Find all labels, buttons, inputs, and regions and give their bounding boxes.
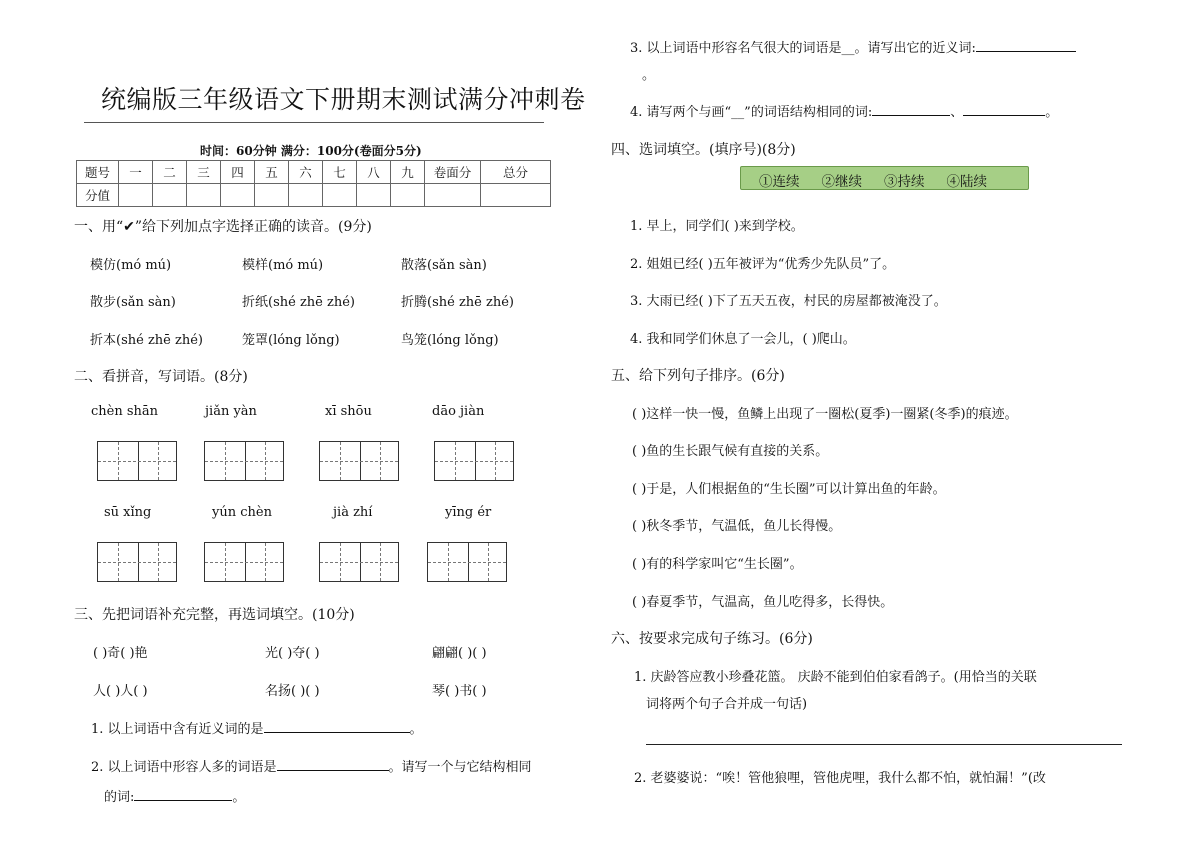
writing-grid[interactable] [97, 542, 177, 582]
fill-word-item[interactable]: 4. 我和同学们休息了一会儿，( )爬山。 [630, 332, 856, 347]
writing-grid[interactable] [427, 542, 507, 582]
s6-question-1-cont: 词将两个句子合并成一句话) [646, 697, 808, 712]
section-1-heading: 一、用“✔”给下列加点字选择正确的读音。(9分) [74, 219, 372, 235]
reading-choice-item[interactable]: 折纸(shé zhē zhé) [242, 295, 355, 310]
score-header-cell: 九 [391, 161, 425, 184]
score-header-cell: 题号 [77, 161, 119, 184]
score-header-cell: 三 [187, 161, 221, 184]
exam-info: 时间：60分钟 满分：100分(卷面分5分) [200, 144, 422, 158]
title-divider [84, 122, 544, 123]
answer-blank[interactable] [134, 787, 232, 801]
word-options-box [740, 166, 1029, 190]
score-table-header-row [77, 161, 551, 184]
s3-q4-sep: 、 [950, 105, 964, 120]
s3-q3-text: 3. 以上词语中形容名气很大的词语是__。请写出它的近义词: [630, 41, 976, 56]
pinyin-label: yún chèn [212, 505, 272, 520]
section-4-heading: 四、选词填空。(填序号)(8分) [611, 142, 796, 158]
sentence-order-item[interactable]: ( )这样一快一慢，鱼鳞上出现了一圈松(夏季)一圈紧(冬季)的痕迹。 [632, 407, 1018, 422]
reading-choice-item[interactable]: 折腾(shé zhē zhé) [401, 295, 514, 310]
score-table-value-row [77, 184, 551, 207]
writing-grid[interactable] [204, 441, 284, 481]
writing-grid[interactable] [319, 542, 399, 582]
fill-word-item[interactable]: 2. 姐姐已经( )五年被评为“优秀少先队员”了。 [630, 257, 896, 272]
reading-choice-item[interactable]: 笼罩(lóng lǒng) [242, 333, 340, 348]
writing-grid[interactable] [434, 441, 514, 481]
answer-line[interactable] [646, 744, 1122, 745]
s6-question-1: 1. 庆龄答应教小珍叠花篮。 庆龄不能到伯伯家看鸽子。(用恰当的关联 [634, 670, 1037, 685]
pinyin-label: jià zhí [333, 505, 373, 520]
word-option: ③持续 [884, 174, 925, 190]
section-2-heading: 二、看拼音，写词语。(8分) [74, 369, 248, 385]
answer-blank[interactable] [277, 757, 389, 771]
idiom-fill-item[interactable]: 光( )夺( ) [265, 646, 320, 661]
score-table [76, 160, 551, 207]
word-option: ②继续 [821, 174, 862, 190]
score-header-cell: 四 [221, 161, 255, 184]
pinyin-label: jiǎn yàn [205, 404, 257, 419]
section-6-heading: 六、按要求完成句子练习。(6分) [611, 631, 813, 647]
score-header-cell: 总分 [481, 161, 551, 184]
s3-q1-end: 。 [409, 722, 423, 737]
page-title: 统编版三年级语文下册期末测试满分冲刺卷 [101, 85, 586, 114]
s3-q2-cont: 的词: [104, 790, 135, 805]
reading-choice-item[interactable]: 鸟笼(lóng lǒng) [401, 333, 499, 348]
score-cell[interactable] [187, 184, 221, 207]
score-cell[interactable] [289, 184, 323, 207]
s3-question-1 [91, 718, 423, 737]
score-header-cell: 八 [357, 161, 391, 184]
section-3-heading: 三、先把词语补充完整，再选词填空。(10分) [74, 607, 355, 623]
score-cell[interactable] [425, 184, 481, 207]
fill-word-item[interactable]: 1. 早上，同学们( )来到学校。 [630, 219, 804, 234]
score-cell[interactable] [221, 184, 255, 207]
sentence-order-item[interactable]: ( )春夏季节，气温高，鱼儿吃得多，长得快。 [632, 595, 894, 610]
score-cell[interactable] [255, 184, 289, 207]
sentence-order-item[interactable]: ( )秋冬季节，气温低，鱼儿长得慢。 [632, 519, 842, 534]
reading-choice-item[interactable]: 折本(shé zhē zhé) [90, 333, 203, 348]
sentence-order-item[interactable]: ( )鱼的生长跟气候有直接的关系。 [632, 444, 829, 459]
fill-word-item[interactable]: 3. 大雨已经( )下了五天五夜，村民的房屋都被淹没了。 [630, 294, 947, 309]
pinyin-label: xī shōu [325, 404, 372, 419]
reading-choice-item[interactable]: 模仿(mó mú) [90, 258, 172, 273]
pinyin-label: yīng ér [445, 505, 492, 520]
sentence-order-item[interactable]: ( )有的科学家叫它“生长圈”。 [632, 557, 803, 572]
answer-blank[interactable] [264, 719, 410, 733]
word-option: ④陆续 [946, 174, 987, 190]
score-cell[interactable] [119, 184, 153, 207]
writing-grid[interactable] [204, 542, 284, 582]
score-header-cell: 六 [289, 161, 323, 184]
score-header-cell: 五 [255, 161, 289, 184]
score-header-cell: 一 [119, 161, 153, 184]
writing-grid[interactable] [319, 441, 399, 481]
answer-blank[interactable] [963, 102, 1045, 116]
score-row-label: 分值 [77, 184, 119, 207]
idiom-fill-item[interactable]: ( )奇( )艳 [93, 646, 148, 661]
score-cell[interactable] [323, 184, 357, 207]
s3-q2-text: 2. 以上词语中形容人多的词语是 [91, 760, 277, 775]
score-header-cell: 二 [153, 161, 187, 184]
idiom-fill-item[interactable]: 琴( )书( ) [432, 684, 487, 699]
s3-question-2-cont [104, 786, 245, 805]
score-cell[interactable] [357, 184, 391, 207]
answer-blank[interactable] [872, 102, 950, 116]
pinyin-label: dāo jiàn [432, 404, 485, 419]
s6-question-2: 2. 老婆婆说：“唉！管他狼哩，管他虎哩，我什么都不怕，就怕漏！”(改 [634, 771, 1046, 786]
s3-question-3 [630, 37, 1076, 56]
idiom-fill-item[interactable]: 名扬( )( ) [265, 684, 320, 699]
reading-choice-item[interactable]: 模样(mó mú) [242, 258, 324, 273]
section-5-heading: 五、给下列句子排序。(6分) [611, 368, 785, 384]
score-cell[interactable] [153, 184, 187, 207]
s3-question-4 [630, 101, 1058, 120]
answer-blank[interactable] [976, 38, 1076, 52]
sentence-order-item[interactable]: ( )于是，人们根据鱼的“生长圈”可以计算出鱼的年龄。 [632, 482, 946, 497]
pinyin-label: chèn shān [91, 404, 159, 419]
reading-choice-item[interactable]: 散步(sǎn sàn) [90, 295, 176, 310]
s3-q1-text: 1. 以上词语中含有近义词的是 [91, 722, 264, 737]
s3-q2-end: 。 [232, 790, 246, 805]
s3-q3-end: 。 [642, 68, 656, 83]
score-cell[interactable] [481, 184, 551, 207]
s3-question-2 [91, 756, 532, 775]
s3-q4-end: 。 [1045, 105, 1059, 120]
s3-q2-mid: 。请写一个与它结构相同 [388, 760, 532, 775]
idiom-fill-item[interactable]: 人( )人( ) [93, 684, 148, 699]
pinyin-label: sū xǐng [104, 505, 152, 520]
reading-choice-item[interactable]: 散落(sǎn sàn) [401, 258, 487, 273]
s3-q4-text: 4. 请写两个与画“__”的词语结构相同的词: [630, 105, 873, 120]
word-option: ①连续 [759, 174, 800, 190]
score-header-cell: 卷面分 [425, 161, 481, 184]
idiom-fill-item[interactable]: 翩翩( )( ) [432, 646, 487, 661]
writing-grid[interactable] [97, 441, 177, 481]
score-header-cell: 七 [323, 161, 357, 184]
score-cell[interactable] [391, 184, 425, 207]
